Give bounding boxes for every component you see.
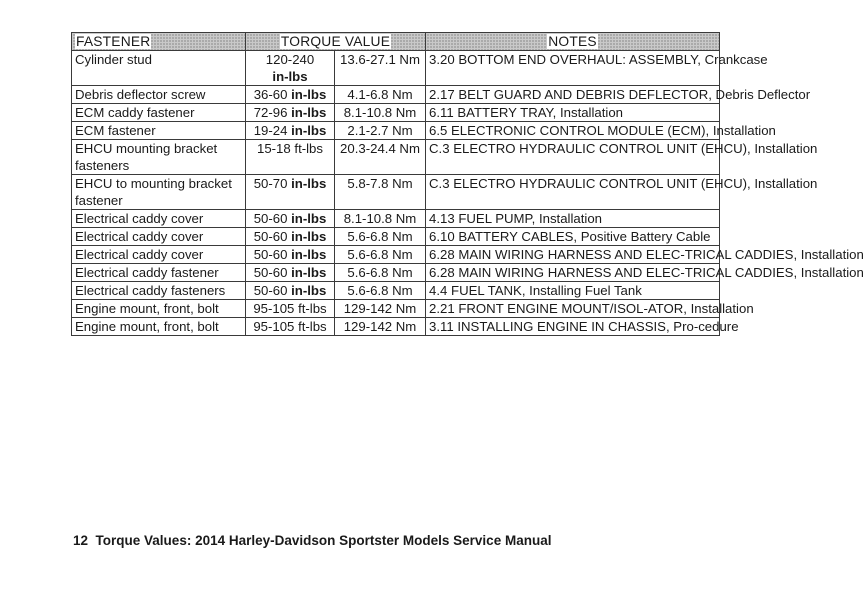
torque-imperial-value: 19-24 bbox=[253, 123, 288, 138]
torque-imperial-value: 50-60 bbox=[253, 247, 288, 262]
table-row bbox=[72, 86, 720, 104]
notes-cell: 3.20 BOTTOM END OVERHAUL: ASSEMBLY, Crankcase bbox=[426, 51, 720, 86]
torque-imperial-unit: in-lbs bbox=[272, 69, 308, 84]
notes-cell: 6.5 ELECTRONIC CONTROL MODULE (ECM), Installation bbox=[426, 122, 720, 140]
fastener-cell: Electrical caddy fasteners bbox=[72, 282, 246, 300]
notes-cell: 4.4 FUEL TANK, Installing Fuel Tank bbox=[426, 282, 720, 300]
torque-metric-cell: 129-142 Nm bbox=[335, 318, 426, 336]
torque-imperial-cell bbox=[246, 318, 335, 336]
torque-imperial-cell bbox=[246, 51, 335, 86]
notes-cell: C.3 ELECTRO HYDRAULIC CONTROL UNIT (EHCU), Installation bbox=[426, 140, 720, 175]
torque-values-table bbox=[71, 32, 864, 336]
torque-imperial-cell bbox=[246, 122, 335, 140]
page-number: 12 bbox=[73, 533, 89, 548]
fastener-cell: Electrical caddy cover bbox=[72, 228, 246, 246]
notes-cell: 4.13 FUEL PUMP, Installation bbox=[426, 210, 720, 228]
page-footer bbox=[73, 533, 551, 548]
torque-metric-cell: 129-142 Nm bbox=[335, 300, 426, 318]
fastener-cell: Cylinder stud bbox=[72, 51, 246, 86]
torque-imperial-cell bbox=[246, 228, 335, 246]
fastener-cell: Debris deflector screw bbox=[72, 86, 246, 104]
torque-imperial-value: 120-240 bbox=[265, 52, 315, 67]
table-row bbox=[72, 175, 720, 210]
torque-imperial-unit: in-lbs bbox=[291, 283, 327, 298]
header-row bbox=[72, 33, 720, 51]
torque-imperial-cell bbox=[246, 140, 335, 175]
torque-imperial-value: 95-105 bbox=[253, 319, 295, 334]
footer-title: Torque Values: 2014 Harley-Davidson Sportster Models Service Manual bbox=[95, 533, 552, 548]
torque-imperial-value: 50-60 bbox=[253, 283, 288, 298]
notes-cell: 2.17 BELT GUARD AND DEBRIS DEFLECTOR, Debris Deflector bbox=[426, 86, 720, 104]
table-row bbox=[72, 122, 720, 140]
notes-cell: 6.28 MAIN WIRING HARNESS AND ELEC-TRICAL CADDIES, Installation bbox=[426, 264, 720, 282]
torque-imperial-cell bbox=[246, 246, 335, 264]
torque-metric-cell: 4.1-6.8 Nm bbox=[335, 86, 426, 104]
torque-metric-cell: 8.1-10.8 Nm bbox=[335, 104, 426, 122]
torque-imperial-cell bbox=[246, 86, 335, 104]
torque-imperial-unit: in-lbs bbox=[291, 229, 327, 244]
notes-cell: 6.11 BATTERY TRAY, Installation bbox=[426, 104, 720, 122]
torque-imperial-unit: in-lbs bbox=[291, 265, 327, 280]
torque-imperial-cell bbox=[246, 175, 335, 210]
notes-header: NOTES bbox=[426, 33, 720, 51]
torque-imperial-value: 50-70 bbox=[253, 176, 288, 191]
torque-imperial-value: 36-60 bbox=[253, 87, 288, 102]
notes-cell: C.3 ELECTRO HYDRAULIC CONTROL UNIT (EHCU), Installation bbox=[426, 175, 720, 210]
torque-metric-cell: 5.6-6.8 Nm bbox=[335, 246, 426, 264]
torque-imperial-unit: ft-lbs bbox=[294, 141, 323, 156]
torque-imperial-unit: in-lbs bbox=[291, 176, 327, 191]
torque-imperial-unit: in-lbs bbox=[291, 105, 327, 120]
table-row bbox=[72, 300, 720, 318]
fastener-cell: EHCU to mounting bracket fastener bbox=[72, 175, 246, 210]
fastener-cell: EHCU mounting bracket fasteners bbox=[72, 140, 246, 175]
torque-metric-cell: 5.6-6.8 Nm bbox=[335, 264, 426, 282]
notes-cell: 3.11 INSTALLING ENGINE IN CHASSIS, Pro-cedure bbox=[426, 318, 720, 336]
torque-imperial-unit: in-lbs bbox=[291, 123, 327, 138]
torque-imperial-unit: in-lbs bbox=[291, 87, 327, 102]
torque-value-header: TORQUE VALUE bbox=[246, 33, 426, 51]
torque-imperial-cell bbox=[246, 104, 335, 122]
table-row bbox=[72, 246, 720, 264]
torque-metric-cell: 5.6-6.8 Nm bbox=[335, 228, 426, 246]
table-row bbox=[72, 228, 720, 246]
torque-metric-cell: 5.8-7.8 Nm bbox=[335, 175, 426, 210]
fastener-cell: Electrical caddy cover bbox=[72, 246, 246, 264]
fastener-cell: Engine mount, front, bolt bbox=[72, 318, 246, 336]
torque-metric-cell: 8.1-10.8 Nm bbox=[335, 210, 426, 228]
torque-metric-cell: 2.1-2.7 Nm bbox=[335, 122, 426, 140]
torque-metric-cell: 5.6-6.8 Nm bbox=[335, 282, 426, 300]
torque-imperial-value: 95-105 bbox=[253, 301, 295, 316]
table-row bbox=[72, 210, 720, 228]
torque-imperial-unit: in-lbs bbox=[291, 247, 327, 262]
fastener-cell: ECM caddy fastener bbox=[72, 104, 246, 122]
fastener-header: FASTENER bbox=[72, 33, 246, 51]
torque-imperial-value: 50-60 bbox=[253, 229, 288, 244]
torque-imperial-value: 50-60 bbox=[253, 265, 288, 280]
torque-imperial-cell bbox=[246, 282, 335, 300]
torque-imperial-cell bbox=[246, 300, 335, 318]
torque-imperial-unit: in-lbs bbox=[291, 211, 327, 226]
torque-imperial-value: 72-96 bbox=[253, 105, 288, 120]
fastener-cell: Electrical caddy fastener bbox=[72, 264, 246, 282]
notes-cell: 6.28 MAIN WIRING HARNESS AND ELEC-TRICAL CADDIES, Installation bbox=[426, 246, 720, 264]
fastener-cell: Engine mount, front, bolt bbox=[72, 300, 246, 318]
table-row bbox=[72, 282, 720, 300]
table-row bbox=[72, 104, 720, 122]
fastener-cell: ECM fastener bbox=[72, 122, 246, 140]
torque-metric-cell: 20.3-24.4 Nm bbox=[335, 140, 426, 175]
torque-imperial-cell bbox=[246, 210, 335, 228]
torque-imperial-value: 15-18 bbox=[257, 141, 291, 156]
torque-metric-cell: 13.6-27.1 Nm bbox=[335, 51, 426, 86]
torque-imperial-unit: ft-lbs bbox=[298, 319, 327, 334]
torque-imperial-unit: ft-lbs bbox=[298, 301, 327, 316]
torque-imperial-value: 50-60 bbox=[253, 211, 288, 226]
torque-imperial-cell bbox=[246, 264, 335, 282]
table-row bbox=[72, 318, 720, 336]
table-row bbox=[72, 140, 720, 175]
table-row bbox=[72, 264, 720, 282]
fastener-cell: Electrical caddy cover bbox=[72, 210, 246, 228]
notes-cell: 6.10 BATTERY CABLES, Positive Battery Cable bbox=[426, 228, 720, 246]
table-row bbox=[72, 51, 720, 86]
notes-cell: 2.21 FRONT ENGINE MOUNT/ISOL-ATOR, Installation bbox=[426, 300, 720, 318]
